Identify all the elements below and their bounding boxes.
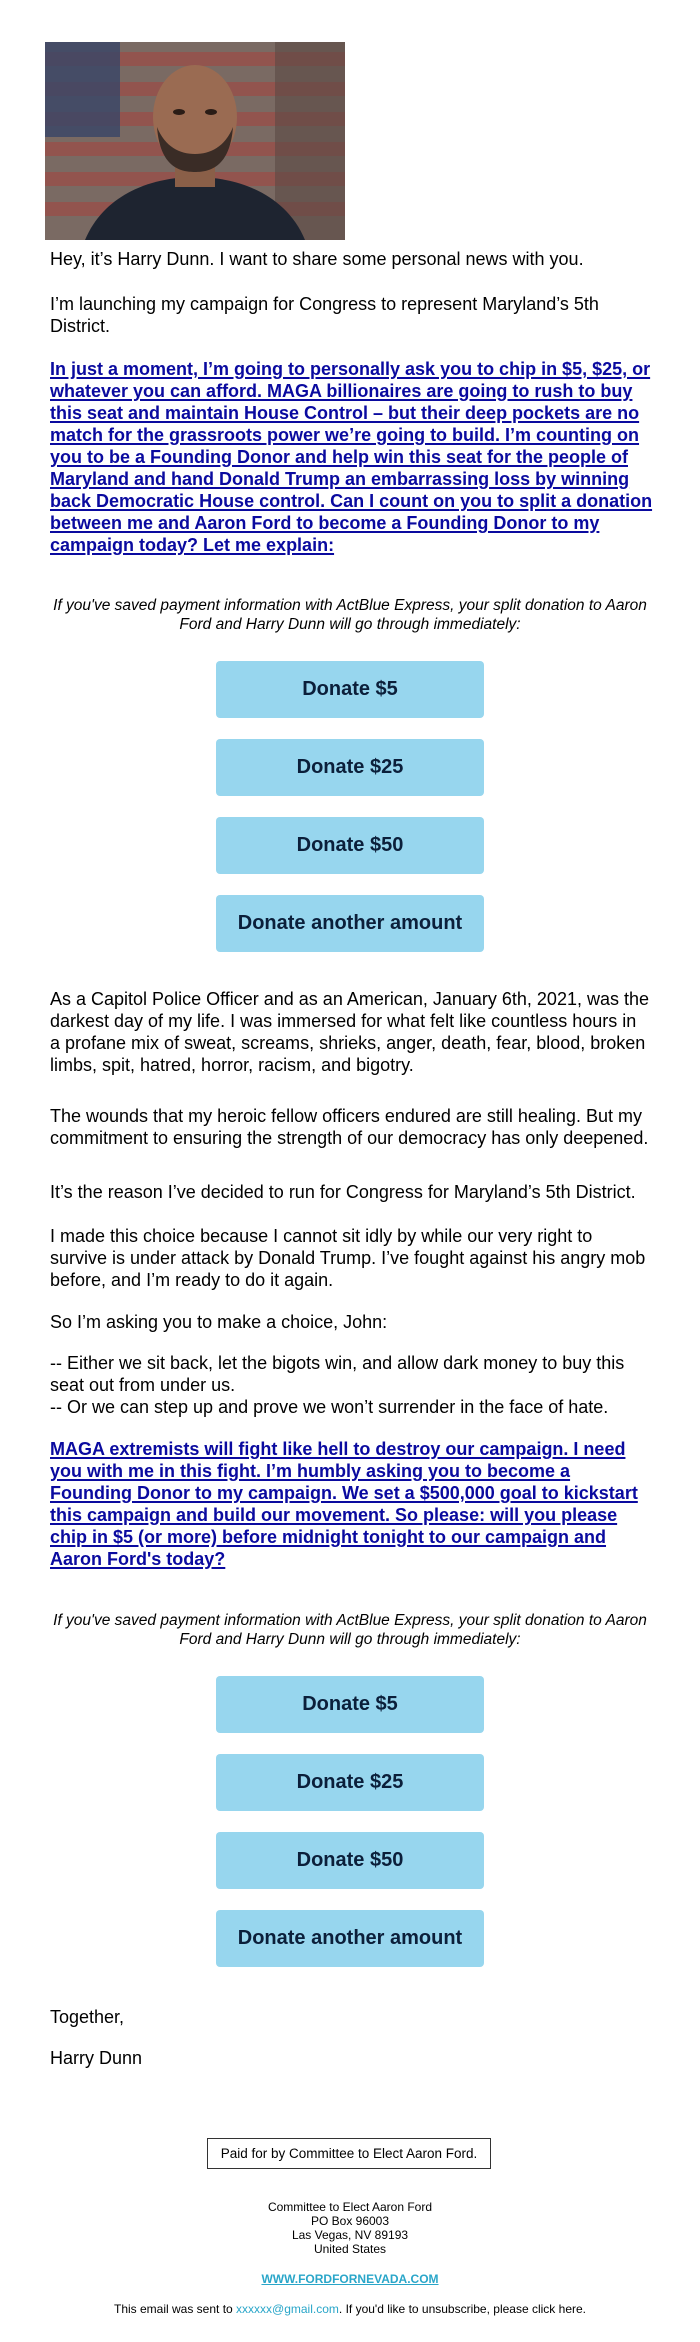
actblue-note-1: If you've saved payment information with ActBlue Express, your split donation to Aaron Ford and Harry Dunn will go through immediately: [53, 597, 647, 633]
unsubscribe-text[interactable]: . If you'd like to unsubscribe, please click here. [338, 2302, 586, 2316]
donate-5-button-1[interactable]: Donate $5 [216, 661, 484, 718]
pledge-link-2[interactable]: MAGA extremists will fight like hell to destroy our campaign. I need you with me in this fight. I’m humbly asking you to become a Founding Donor to my campaign. We set a $500,000 goal to kickstart this campaign and build our movement. So please: will you please chip in $5 (or more) before midnight tonight to our campaign and Aaron Ford's today? [50, 1439, 638, 1569]
candidate-photo [45, 42, 345, 240]
greeting-text: Hey, it’s Harry Dunn. I want to share some personal news with you. [50, 249, 584, 269]
website-link[interactable]: WWW.FORDFORNEVADA.COM [261, 2272, 439, 2286]
address-org: Committee to Elect Aaron Ford [267, 2200, 433, 2214]
story-paragraph-3: It’s the reason I’ve decided to run for Congress for Maryland’s 5th District. [50, 1182, 636, 1202]
sent-prefix: This email was sent to [113, 2302, 237, 2316]
story-paragraph-5: So I’m asking you to make a choice, John: [50, 1312, 388, 1332]
signoff-together: Together, [50, 2007, 125, 2027]
donate-50-button-1[interactable]: Donate $50 [216, 817, 484, 874]
paid-for-text: Paid for by Committee to Elect Aaron Ford. [220, 2146, 478, 2161]
donate-50-button-2[interactable]: Donate $50 [216, 1832, 484, 1889]
address-po-box: PO Box 96003 [310, 2214, 390, 2228]
donate-other-button-2[interactable]: Donate another amount [216, 1910, 484, 1967]
pledge-link-1[interactable]: In just a moment, I’m going to personally ask you to chip in $5, $25, or whatever you can afford. MAGA billionaires are going to rush to buy this seat and maintain House Control – but their deep pockets are no match for the grassroots power we’re going to build. I’m counting on you to be a Founding Donor and help win this seat for the people of Maryland and hand Donald Trump an embarrassing loss by winning back Democratic House control. Can I count on you to split a donation between me and Aaron Ford to become a Founding Donor to my campaign today? Let me explain: [50, 359, 653, 555]
address-country: United States [313, 2242, 387, 2256]
choice-1-text: -- Either we sit back, let the bigots win, and allow dark money to buy this seat out from under us. [50, 1353, 625, 1395]
donate-5-button-2[interactable]: Donate $5 [216, 1676, 484, 1733]
paid-for-disclaimer [207, 2138, 491, 2169]
choice-2-text: -- Or we can step up and prove we won’t surrender in the face of hate. [50, 1397, 609, 1417]
actblue-note-2: If you've saved payment information with ActBlue Express, your split donation to Aaron Ford and Harry Dunn will go through immediately: [53, 1612, 647, 1648]
address-city: Las Vegas, NV 89193 [291, 2228, 409, 2242]
story-paragraph-4: I made this choice because I cannot sit idly by while our very right to survive is under attack by Donald Trump. I’ve fought against his angry mob before, and I’m ready to do it again. [50, 1226, 646, 1290]
story-paragraph-2: The wounds that my heroic fellow officers endured are still healing. But my commitment to ensuring the strength of our democracy has only deepened. [50, 1106, 649, 1148]
donate-25-button-2[interactable]: Donate $25 [216, 1754, 484, 1811]
launch-text: I’m launching my campaign for Congress to represent Maryland’s 5th District. [50, 294, 599, 336]
signoff-name: Harry Dunn [50, 2048, 143, 2068]
story-paragraph-1: As a Capitol Police Officer and as an American, January 6th, 2021, was the darkest day of my life. I was immersed for what felt like countless hours in a profane mix of sweat, screams, shrieks, anger, death, fear, blood, broken limbs, spit, hatred, horror, racism, and bigotry. [50, 989, 650, 1075]
donate-other-button-1[interactable]: Donate another amount [216, 895, 484, 952]
mailing-address [150, 2200, 550, 2256]
recipient-email-link[interactable]: xxxxxx@gmail.com [236, 2302, 339, 2316]
unsubscribe-footer [50, 2302, 650, 2316]
donate-25-button-1[interactable]: Donate $25 [216, 739, 484, 796]
